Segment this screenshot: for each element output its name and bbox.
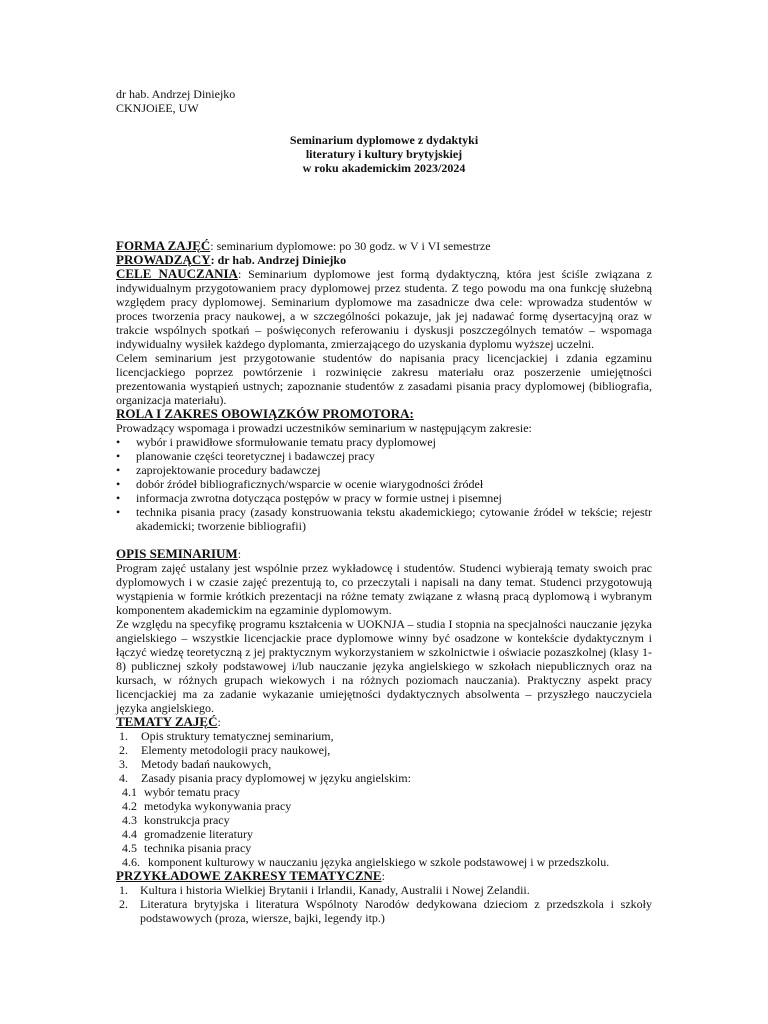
list-item: 4. Zasady pisania pracy dyplomowej w języku angielskim:	[119, 771, 411, 785]
bullet-marker: •	[116, 505, 121, 519]
rola-intro: Prowadzący wspomaga i prowadzi uczestników seminarium w następującym zakresie:	[116, 421, 532, 435]
cele-nauczania-label: CELE NAUCZANIA	[116, 266, 238, 281]
prowadzacy-value: : dr hab. Andrzej Diniejko	[210, 253, 347, 267]
przykladowe-zakresy-label: PRZYKŁADOWE ZAKRESY TEMATYCZNE	[116, 868, 382, 883]
bullet-marker: •	[116, 477, 121, 491]
opis-paragraph-1: Program zajęć ustalany jest wspólnie przez wykładowcę i studentów. Studenci wybierają tematy swoich prac dyplomowych i w czasie zajęć prezentują to, co przeczytali i napisali na dany temat. Studenci przygotowują wystąpienia w formie krótkich prezentacji na różne tematy związane z własną pracą dyplomową i wybranym komponentem akademickim na egzaminie dyplomowym.	[116, 561, 652, 617]
cele-paragraph-2: Celem seminarium jest przygotowanie studentów do napisania pracy licencjackiej i zdania egzaminu licencjackiego poprzez powtórzenie i rozwinięcie zakresu materiału oraz poszerzenie umiejętności prezentowania wystąpień ustnych; zapoznanie studentów z zasadami pisania pracy dyplomowej (bibliografia, organizacja materiału).	[116, 351, 652, 407]
title-line-1: Seminarium dyplomowe z dydaktyki	[289, 133, 479, 147]
list-item: 4.3 konstrukcja pracy	[122, 813, 230, 827]
list-item: 4.1 wybór tematu pracy	[122, 785, 240, 799]
author-name: dr hab. Andrzej Diniejko	[116, 87, 236, 101]
list-item: 3. Metody badań naukowych,	[119, 757, 272, 771]
przykladowe-list	[116, 883, 652, 925]
bullet-marker: •	[116, 491, 121, 505]
title-line-2: literatury i kultury brytyjskiej	[305, 147, 463, 161]
title-line-3: w roku akademickim 2023/2024	[302, 161, 466, 175]
rola-promotora-label: ROLA I ZAKRES OBOWIĄZKÓW PROMOTORA:	[116, 406, 414, 421]
przykladowe-zakresy-heading: PRZYKŁADOWE ZAKRESY TEMATYCZNE:	[116, 868, 385, 883]
list-item: • planowanie części teoretycznej i badawczej pracy	[116, 449, 375, 463]
bullet-marker: •	[116, 463, 121, 477]
rola-promotora-heading	[116, 407, 652, 421]
author-block	[116, 87, 652, 115]
forma-zajec-label: FORMA ZAJĘĆ	[116, 238, 211, 253]
list-item: • wybór i prawidłowe sformułowanie tematu pracy dyplomowej	[116, 435, 436, 449]
list-item: • technika pisania pracy (zasady konstruowania tekstu akademickiego; cytowanie źródeł w tekście; rejestr akademicki; tworzenie bibliografii)	[116, 505, 652, 533]
opis-seminarium-heading: OPIS SEMINARIUM:	[116, 546, 242, 561]
list-item: • zaprojektowanie procedury badawczej	[116, 463, 321, 477]
forma-zajec-line	[116, 239, 652, 253]
tematy-zajec-heading: TEMATY ZAJĘĆ:	[116, 714, 221, 729]
list-item: 2. Elementy metodologii pracy naukowej,	[119, 743, 331, 757]
list-item: 4.4 gromadzenie literatury	[122, 827, 253, 841]
bullet-marker: •	[116, 449, 121, 463]
bullet-marker: •	[116, 435, 121, 449]
opis-paragraph-2: Ze względu na specyfikę programu kształcenia w UOKNJA – studia I stopnia na specjalności nauczanie języka angielskiego – wszystkie licencjackie prace dyplomowe winny być osadzone w kontekście dydaktycznym i łączyć wiedzę teoretyczną z jej praktycznym wykorzystaniem w szkolnictwie i oświacie pozaszkolnej (klasy 1-8) publicznej szkoły podstawowej i/lub nauczanie języka angielskiego w szkołach niepublicznych oraz na kursach, w różnych grupach wiekowych i na różnych poziomach nauczania). Praktyczny aspekt pracy licencjackiej ma za zadanie wykazanie umiejętności dydaktycznych absolwenta – przyszłego nauczyciela języka angielskiego.	[116, 617, 652, 715]
tematy-zajec-label: TEMATY ZAJĘĆ	[116, 714, 218, 729]
cele-nauczania-text: : Seminarium dyplomowe jest formą dydaktyczną, która jest ściśle związana z indywidualnym przygotowaniem pracy dyplomowej przez studenta. Z tego powodu ma ona funkcję służebną względem pracy dyplomowej. Seminarium dyplomowe ma zasadnicze dwa cele: wprowadza studentów w proces tworzenia pracy naukowej, a w szczególności pokazuje, jak jej nadawać formę dysertacyjną oraz w trakcie wspólnych spotkań – poświęconych referowaniu i dyskusji poszczególnych tematów – wspomaga indywidualny wysiłek każdego dyplomanta, zmierzającego do uzyskania dyplomu wyższej uczelni.	[116, 267, 652, 351]
list-item: 4.5 technika pisania pracy	[122, 841, 252, 855]
list-item: 4.2 metodyka wykonywania pracy	[122, 799, 292, 813]
list-item: • informacja zwrotna dotycząca postępów w pracy w formie ustnej i pisemnej	[116, 491, 502, 505]
rola-bullet-list	[116, 435, 652, 533]
tematy-list	[116, 729, 652, 869]
prowadzacy-label: PROWADZĄCY	[116, 252, 211, 267]
list-item: 4.6. komponent kulturowy w nauczaniu języka angielskiego w szkole podstawowej i w przedszkolu.	[122, 855, 610, 869]
opis-seminarium-label: OPIS SEMINARIUM	[116, 546, 238, 561]
prowadzacy-line	[116, 253, 652, 267]
author-affiliation: CKNJOiEE, UW	[116, 101, 199, 115]
document-title	[116, 133, 652, 175]
list-item: 1. Kultura i historia Wielkiej Brytanii i Irlandii, Kanady, Australii i Nowej Zelandii.	[119, 883, 530, 897]
list-item: 2. Literatura brytyjska i literatura Wspólnoty Narodów dedykowana dzieciom z przedszkola i szkoły podstawowych (proza, wiersze, bajki, legendy itp.)	[119, 897, 652, 925]
forma-zajec-value: : seminarium dyplomowe: po 30 godz. w V i VI semestrze	[210, 239, 491, 253]
cele-nauczania-paragraph	[116, 267, 652, 351]
document-page	[116, 87, 652, 925]
list-item: • dobór źródeł bibliograficznych/wsparcie w ocenie wiarygodności źródeł	[116, 477, 484, 491]
list-item: 1. Opis struktury tematycznej seminarium,	[119, 729, 334, 743]
